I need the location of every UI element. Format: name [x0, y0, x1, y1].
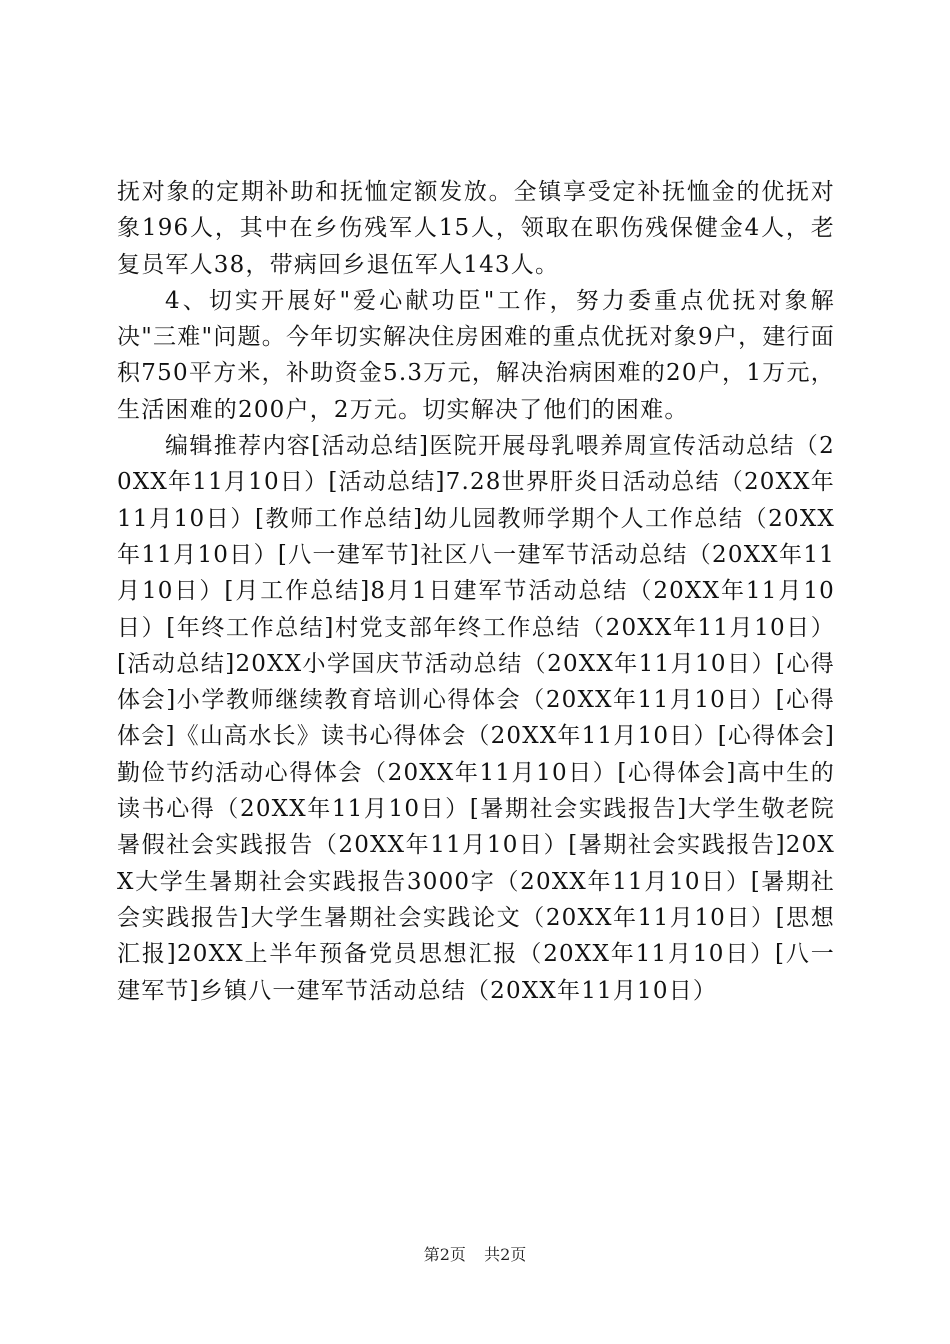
page-number-total: 共2页: [484, 1245, 527, 1264]
paragraph-1: 抚对象的定期补助和抚恤定额发放。全镇享受定补抚恤金的优抚对象196人，其中在乡伤残军人15人，领取在职伤残保健金4人，老复员军人38，带病回乡退伍军人143人。: [117, 179, 835, 278]
paragraph-recommended-content: 编辑推荐内容[活动总结]医院开展母乳喂养周宣传活动总结（20XX年11月10日）[活动总结]7.28世界肝炎日活动总结（20XX年11月10日）[教师工作总结]幼儿园教师学期个人工作总结（20XX年11月10日）[八一建军节]社区八一建军节活动总结（20XX年11月10日）[月工作总结]8月1日建军节活动总结（20XX年11月10日）[年终工作总结]村党支部年终工作总结（20XX年11月10日）[活动总结]20XX小学国庆节活动总结（20XX年11月10日）[心得体会]小学教师继续教育培训心得体会（20XX年11月10日）[心得体会]《山高水长》读书心得体会（20XX年11月10日）[心得体会]勤俭节约活动心得体会（20XX年11月10日）[心得体会]高中生的读书心得（20XX年11月10日）[暑期社会实践报告]大学生敬老院暑假社会实践报告（20XX年11月10日）[暑期社会实践报告]20XX大学生暑期社会实践报告3000字（20XX年11月10日）[暑期社会实践报告]大学生暑期社会实践论文（20XX年11月10日）[思想汇报]20XX上半年预备党员思想汇报（20XX年11月10日）[八一建军节]乡镇八一建军节活动总结（20XX年11月10日）: [117, 433, 835, 1004]
page-footer: [0, 1245, 950, 1265]
paragraph-2: 4、切实开展好"爱心献功臣"工作，努力委重点优抚对象解决"三难"问题。今年切实解决住房困难的重点优抚对象9户，建行面积750平方米，补助资金5.3万元，解决治病困难的20户，1万元，生活困难的200户，2万元。切实解决了他们的困难。: [117, 287, 835, 423]
page-number-current: 第2页: [423, 1245, 466, 1264]
document-body: [117, 174, 835, 1009]
